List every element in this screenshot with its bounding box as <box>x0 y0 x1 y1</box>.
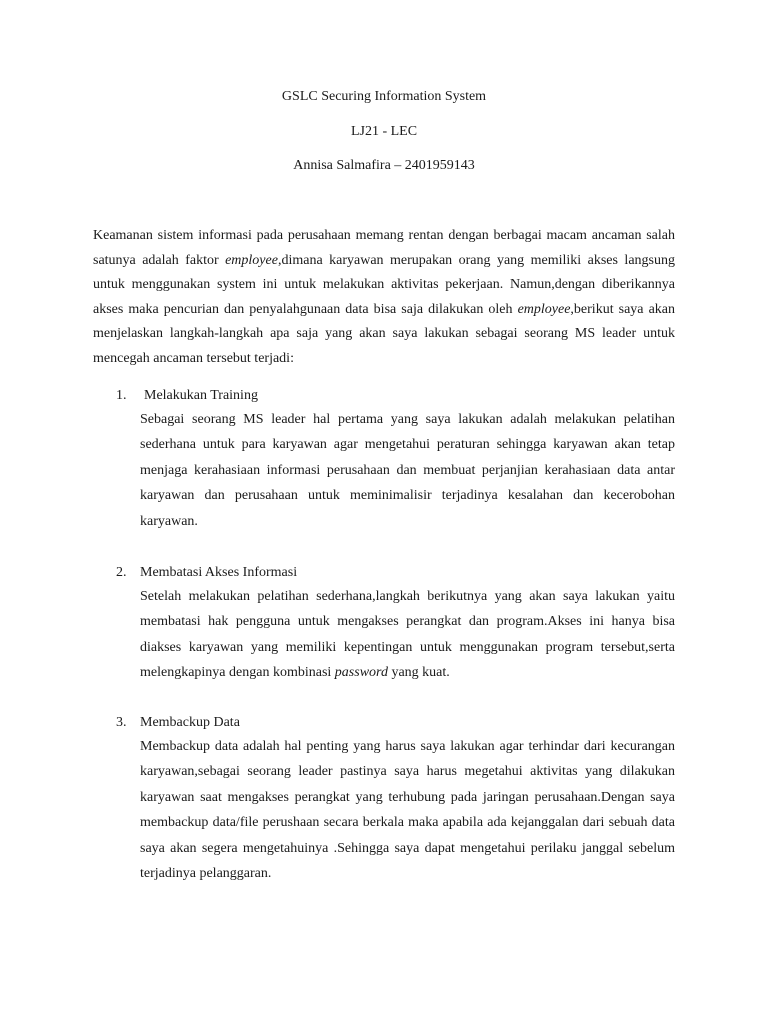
list-item-title <box>116 385 675 407</box>
list-item-body <box>140 584 675 686</box>
list-number: 2. <box>116 565 127 580</box>
list-heading: Membatasi Akses Informasi <box>140 565 298 580</box>
list-heading: Membackup Data <box>140 715 240 730</box>
document-title: GSLC Securing Information System <box>281 89 487 104</box>
list-item-body: Membackup data adalah hal penting yang harus saya lakukan agar terhindar dari kecurangan karyawan,sebagai seorang leader pastinya saya harus megetahui aktivitas yang dilakukan karyawan saat mengakses perangkat yang terhubung pada jaringan perusahaan.Dengan saya membackup data/file perushaan secara berkala maka apabila ada kejanggalan dari sebuah data saya akan segera mengetahuinya .Sehingga saya dapat mengetahui perilaku janggal sebelum terjadinya pelanggaran. <box>140 739 675 882</box>
intro-emphasis-1: employee <box>225 252 278 268</box>
class-code: LJ21 - LEC <box>350 124 418 139</box>
list-heading: Melakukan Training <box>144 388 258 403</box>
list-item-body: Sebagai seorang MS leader hal pertama yang saya lakukan adalah melakukan pelatihan sederhana untuk para karyawan agar mengetahui peraturan sehingga karyawan akan tetap menjaga kerahasiaan informasi perusahaan dan membuat perjanjian kerahasiaan data antar karyawan dan perusahaan untuk meminimalisir terjadinya kesalahan dan kecerobohan karyawan. <box>140 412 675 529</box>
list-item-backup <box>116 712 675 886</box>
list-number: 1. <box>116 388 127 403</box>
list-item-body-text-1: Setelah melakukan pelatihan sederhana,langkah berikutnya yang akan saya lakukan yaitu membatasi hak pengguna untuk mengakses perangkat dan program.Akses ini hanya bisa diakses karyawan yang memiliki kepentingan untuk menggunakan program tersebut,serta melengkapinya dengan kombinasi <box>140 589 675 681</box>
list-item-training <box>116 385 675 534</box>
intro-emphasis-2: employee <box>517 301 571 317</box>
list-item-body-text-2: yang kuat. <box>387 665 450 681</box>
password-emphasis: password <box>334 665 388 681</box>
author-line: Annisa Salmafira – 2401959143 <box>293 158 475 173</box>
intro-text-1: Keamanan sistem informasi pada perusahaan memang rentan dengan berbagai macam ancaman salah satunya adalah faktor <box>93 228 675 268</box>
intro-text-3: ,berikut saya akan menjelaskan langkah-langkah apa saja yang akan saya lakukan sebagai seorang MS leader untuk mencegah ancaman tersebut terjadi: <box>93 301 676 366</box>
list-item-title <box>116 712 675 734</box>
intro-paragraph <box>93 224 675 372</box>
intro-text-2: ,dimana karyawan merupakan orang yang memiliki akses langsung untuk menggunakan system ini untuk melakukan aktivitas pekerjaan. Namun,dengan diberikannya akses maka pencurian dan penyalahgunaan data bisa saja dilakukan oleh <box>93 252 675 317</box>
list-item-title <box>116 562 675 584</box>
list-item-access <box>116 562 675 686</box>
list-number: 3. <box>116 715 127 730</box>
